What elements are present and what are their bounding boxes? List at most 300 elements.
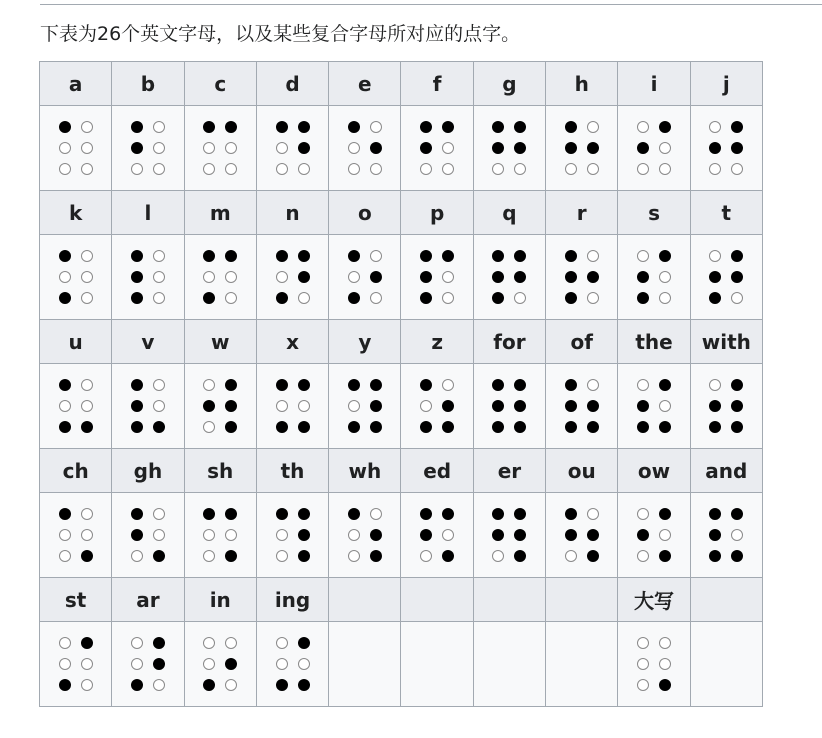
flat-dot — [153, 142, 165, 154]
raised-dot — [565, 379, 577, 391]
letter-label: t — [690, 191, 762, 235]
flat-dot — [348, 163, 360, 175]
raised-dot — [420, 421, 432, 433]
flat-dot — [81, 121, 93, 133]
raised-dot — [565, 508, 577, 520]
raised-dot — [225, 550, 237, 562]
raised-dot — [637, 271, 649, 283]
flat-dot — [298, 163, 310, 175]
raised-dot — [298, 271, 310, 283]
flat-dot — [203, 163, 215, 175]
braille-cell — [473, 493, 545, 578]
braille-pattern — [691, 508, 762, 562]
letter-label: the — [618, 320, 690, 364]
raised-dot — [59, 679, 71, 691]
braille-cell — [184, 235, 256, 320]
raised-dot — [514, 142, 526, 154]
raised-dot — [131, 271, 143, 283]
letter-label: of — [546, 320, 618, 364]
raised-dot — [442, 550, 454, 562]
flat-dot — [659, 400, 671, 412]
flat-dot — [81, 508, 93, 520]
braille-pattern — [546, 379, 617, 433]
raised-dot — [298, 637, 310, 649]
braille-pattern — [257, 121, 328, 175]
raised-dot — [420, 292, 432, 304]
flat-dot — [203, 658, 215, 670]
raised-dot — [587, 550, 599, 562]
braille-pattern — [546, 250, 617, 304]
raised-dot — [153, 550, 165, 562]
empty-cell — [473, 622, 545, 707]
braille-pattern — [401, 508, 472, 562]
raised-dot — [565, 400, 577, 412]
flat-dot — [420, 550, 432, 562]
raised-dot — [370, 142, 382, 154]
flat-dot — [731, 163, 743, 175]
flat-dot — [81, 679, 93, 691]
flat-dot — [59, 658, 71, 670]
braille-pattern — [691, 379, 762, 433]
letter-label: l — [112, 191, 184, 235]
braille-pattern — [401, 121, 472, 175]
flat-dot — [276, 142, 288, 154]
letter-label: z — [401, 320, 473, 364]
letter-label: x — [256, 320, 328, 364]
raised-dot — [492, 250, 504, 262]
flat-dot — [153, 679, 165, 691]
raised-dot — [514, 508, 526, 520]
raised-dot — [420, 529, 432, 541]
braille-pattern — [329, 121, 400, 175]
braille-cell — [546, 106, 618, 191]
braille-pattern — [618, 379, 689, 433]
flat-dot — [492, 550, 504, 562]
raised-dot — [587, 142, 599, 154]
raised-dot — [298, 550, 310, 562]
raised-dot — [514, 250, 526, 262]
flat-dot — [659, 271, 671, 283]
flat-dot — [659, 658, 671, 670]
flat-dot — [153, 400, 165, 412]
flat-dot — [348, 400, 360, 412]
flat-dot — [203, 421, 215, 433]
raised-dot — [565, 271, 577, 283]
raised-dot — [420, 271, 432, 283]
flat-dot — [203, 271, 215, 283]
braille-cell — [256, 622, 328, 707]
flat-dot — [370, 508, 382, 520]
raised-dot — [59, 292, 71, 304]
flat-dot — [81, 250, 93, 262]
braille-pattern — [618, 637, 689, 691]
braille-pattern — [546, 121, 617, 175]
raised-dot — [492, 142, 504, 154]
braille-pattern — [546, 508, 617, 562]
raised-dot — [514, 529, 526, 541]
raised-dot — [659, 379, 671, 391]
braille-cell — [401, 106, 473, 191]
flat-dot — [59, 550, 71, 562]
raised-dot — [659, 250, 671, 262]
raised-dot — [298, 508, 310, 520]
braille-cell — [40, 106, 112, 191]
flat-dot — [153, 508, 165, 520]
raised-dot — [709, 529, 721, 541]
flat-dot — [637, 550, 649, 562]
label-row — [40, 320, 763, 364]
raised-dot — [131, 292, 143, 304]
flat-dot — [131, 637, 143, 649]
raised-dot — [492, 379, 504, 391]
letter-label: ing — [256, 578, 328, 622]
empty-label — [473, 578, 545, 622]
flat-dot — [587, 163, 599, 175]
letter-label: w — [184, 320, 256, 364]
braille-row — [40, 364, 763, 449]
raised-dot — [276, 508, 288, 520]
flat-dot — [659, 529, 671, 541]
raised-dot — [709, 550, 721, 562]
raised-dot — [442, 121, 454, 133]
letter-label: p — [401, 191, 473, 235]
raised-dot — [203, 508, 215, 520]
flat-dot — [298, 292, 310, 304]
flat-dot — [276, 400, 288, 412]
braille-cell — [40, 493, 112, 578]
braille-pattern — [401, 250, 472, 304]
raised-dot — [731, 379, 743, 391]
raised-dot — [492, 421, 504, 433]
raised-dot — [225, 379, 237, 391]
braille-pattern — [329, 250, 400, 304]
letter-label: for — [473, 320, 545, 364]
raised-dot — [225, 658, 237, 670]
braille-cell — [112, 235, 184, 320]
flat-dot — [203, 529, 215, 541]
flat-dot — [81, 658, 93, 670]
flat-dot — [59, 400, 71, 412]
raised-dot — [709, 400, 721, 412]
braille-pattern — [691, 121, 762, 175]
flat-dot — [276, 658, 288, 670]
braille-pattern — [257, 637, 328, 691]
raised-dot — [131, 400, 143, 412]
flat-dot — [225, 142, 237, 154]
braille-pattern — [618, 508, 689, 562]
flat-dot — [370, 250, 382, 262]
flat-dot — [637, 658, 649, 670]
raised-dot — [587, 529, 599, 541]
flat-dot — [298, 658, 310, 670]
raised-dot — [131, 421, 143, 433]
flat-dot — [709, 379, 721, 391]
braille-cell — [690, 106, 762, 191]
braille-pattern — [185, 379, 256, 433]
raised-dot — [731, 142, 743, 154]
braille-pattern — [40, 637, 111, 691]
flat-dot — [587, 379, 599, 391]
empty-label — [329, 578, 401, 622]
raised-dot — [81, 550, 93, 562]
flat-dot — [59, 637, 71, 649]
raised-dot — [298, 679, 310, 691]
letter-label: c — [184, 62, 256, 106]
letter-label: th — [256, 449, 328, 493]
flat-dot — [637, 679, 649, 691]
braille-cell — [690, 364, 762, 449]
flat-dot — [131, 550, 143, 562]
empty-label — [401, 578, 473, 622]
flat-dot — [348, 142, 360, 154]
letter-label: ch — [40, 449, 112, 493]
flat-dot — [81, 529, 93, 541]
raised-dot — [203, 292, 215, 304]
letter-label: ou — [546, 449, 618, 493]
flat-dot — [587, 508, 599, 520]
flat-dot — [565, 163, 577, 175]
flat-dot — [659, 163, 671, 175]
braille-pattern — [40, 508, 111, 562]
braille-table — [39, 61, 763, 707]
letter-label: e — [329, 62, 401, 106]
raised-dot — [131, 250, 143, 262]
braille-cell — [112, 493, 184, 578]
raised-dot — [709, 271, 721, 283]
braille-cell — [256, 493, 328, 578]
flat-dot — [225, 292, 237, 304]
flat-dot — [637, 637, 649, 649]
flat-dot — [709, 163, 721, 175]
braille-cell — [329, 235, 401, 320]
letter-label: m — [184, 191, 256, 235]
braille-pattern — [474, 121, 545, 175]
flat-dot — [587, 121, 599, 133]
flat-dot — [370, 292, 382, 304]
flat-dot — [370, 121, 382, 133]
raised-dot — [298, 421, 310, 433]
letter-label: ar — [112, 578, 184, 622]
raised-dot — [203, 679, 215, 691]
braille-pattern — [185, 508, 256, 562]
letter-label: f — [401, 62, 473, 106]
raised-dot — [587, 271, 599, 283]
flat-dot — [587, 292, 599, 304]
raised-dot — [565, 529, 577, 541]
flat-dot — [709, 121, 721, 133]
flat-dot — [709, 250, 721, 262]
flat-dot — [637, 121, 649, 133]
braille-cell — [112, 106, 184, 191]
flat-dot — [659, 142, 671, 154]
letter-label: v — [112, 320, 184, 364]
flat-dot — [153, 250, 165, 262]
letter-label: s — [618, 191, 690, 235]
letter-label: b — [112, 62, 184, 106]
flat-dot — [442, 379, 454, 391]
raised-dot — [492, 292, 504, 304]
braille-cell — [618, 493, 690, 578]
raised-dot — [348, 379, 360, 391]
letter-label: in — [184, 578, 256, 622]
raised-dot — [442, 508, 454, 520]
intro-text: 下表为26个英文字母，以及某些复合字母所对应的点字。 — [40, 23, 521, 45]
letter-label: st — [40, 578, 112, 622]
braille-row — [40, 493, 763, 578]
braille-table-body — [40, 62, 763, 707]
braille-pattern — [474, 379, 545, 433]
braille-cell — [401, 493, 473, 578]
raised-dot — [731, 271, 743, 283]
flat-dot — [153, 292, 165, 304]
raised-dot — [225, 400, 237, 412]
braille-cell — [473, 364, 545, 449]
flat-dot — [731, 529, 743, 541]
letter-label: wh — [329, 449, 401, 493]
raised-dot — [442, 250, 454, 262]
raised-dot — [709, 508, 721, 520]
braille-cell — [546, 235, 618, 320]
raised-dot — [637, 400, 649, 412]
braille-pattern — [185, 121, 256, 175]
raised-dot — [492, 529, 504, 541]
flat-dot — [276, 271, 288, 283]
raised-dot — [565, 142, 577, 154]
flat-dot — [225, 163, 237, 175]
raised-dot — [348, 292, 360, 304]
flat-dot — [442, 529, 454, 541]
braille-cell — [618, 622, 690, 707]
flat-dot — [276, 550, 288, 562]
raised-dot — [637, 529, 649, 541]
empty-label — [546, 578, 618, 622]
braille-pattern — [618, 250, 689, 304]
flat-dot — [298, 400, 310, 412]
raised-dot — [492, 508, 504, 520]
braille-cell — [184, 364, 256, 449]
letter-label: g — [473, 62, 545, 106]
braille-cell — [184, 622, 256, 707]
raised-dot — [276, 679, 288, 691]
braille-cell — [112, 364, 184, 449]
flat-dot — [225, 529, 237, 541]
raised-dot — [370, 400, 382, 412]
letter-label: n — [256, 191, 328, 235]
raised-dot — [637, 142, 649, 154]
flat-dot — [153, 163, 165, 175]
raised-dot — [420, 142, 432, 154]
braille-pattern — [112, 637, 183, 691]
braille-pattern — [691, 250, 762, 304]
braille-cell — [546, 493, 618, 578]
raised-dot — [225, 250, 237, 262]
braille-cell — [256, 106, 328, 191]
raised-dot — [348, 250, 360, 262]
raised-dot — [731, 121, 743, 133]
raised-dot — [153, 658, 165, 670]
raised-dot — [731, 400, 743, 412]
raised-dot — [492, 400, 504, 412]
raised-dot — [59, 508, 71, 520]
raised-dot — [565, 292, 577, 304]
raised-dot — [420, 508, 432, 520]
braille-cell — [40, 622, 112, 707]
braille-pattern — [185, 250, 256, 304]
raised-dot — [370, 271, 382, 283]
raised-dot — [514, 421, 526, 433]
letter-label: j — [690, 62, 762, 106]
raised-dot — [514, 379, 526, 391]
letter-label: a — [40, 62, 112, 106]
letter-label: i — [618, 62, 690, 106]
raised-dot — [298, 250, 310, 262]
letter-label: gh — [112, 449, 184, 493]
raised-dot — [370, 550, 382, 562]
raised-dot — [442, 400, 454, 412]
braille-cell — [40, 235, 112, 320]
label-row — [40, 449, 763, 493]
raised-dot — [420, 379, 432, 391]
braille-pattern — [618, 121, 689, 175]
raised-dot — [298, 121, 310, 133]
raised-dot — [59, 379, 71, 391]
raised-dot — [348, 121, 360, 133]
letter-label: sh — [184, 449, 256, 493]
raised-dot — [298, 379, 310, 391]
braille-pattern — [40, 121, 111, 175]
flat-dot — [59, 271, 71, 283]
braille-row — [40, 622, 763, 707]
letter-label: u — [40, 320, 112, 364]
flat-dot — [587, 250, 599, 262]
letter-label: er — [473, 449, 545, 493]
flat-dot — [514, 163, 526, 175]
braille-cell — [256, 235, 328, 320]
braille-cell — [618, 235, 690, 320]
raised-dot — [370, 379, 382, 391]
letter-label: d — [256, 62, 328, 106]
braille-pattern — [257, 379, 328, 433]
raised-dot — [492, 121, 504, 133]
flat-dot — [131, 658, 143, 670]
empty-cell — [690, 622, 762, 707]
raised-dot — [203, 250, 215, 262]
braille-pattern — [257, 250, 328, 304]
letter-label: and — [690, 449, 762, 493]
flat-dot — [153, 271, 165, 283]
raised-dot — [131, 379, 143, 391]
flat-dot — [492, 163, 504, 175]
flat-dot — [203, 379, 215, 391]
flat-dot — [225, 679, 237, 691]
raised-dot — [731, 508, 743, 520]
raised-dot — [131, 679, 143, 691]
flat-dot — [637, 250, 649, 262]
letter-label: ed — [401, 449, 473, 493]
braille-cell — [401, 364, 473, 449]
raised-dot — [514, 271, 526, 283]
braille-pattern — [112, 121, 183, 175]
flat-dot — [565, 550, 577, 562]
raised-dot — [442, 421, 454, 433]
flat-dot — [420, 163, 432, 175]
raised-dot — [659, 421, 671, 433]
raised-dot — [370, 421, 382, 433]
flat-dot — [81, 163, 93, 175]
braille-pattern — [474, 508, 545, 562]
raised-dot — [659, 550, 671, 562]
flat-dot — [659, 637, 671, 649]
